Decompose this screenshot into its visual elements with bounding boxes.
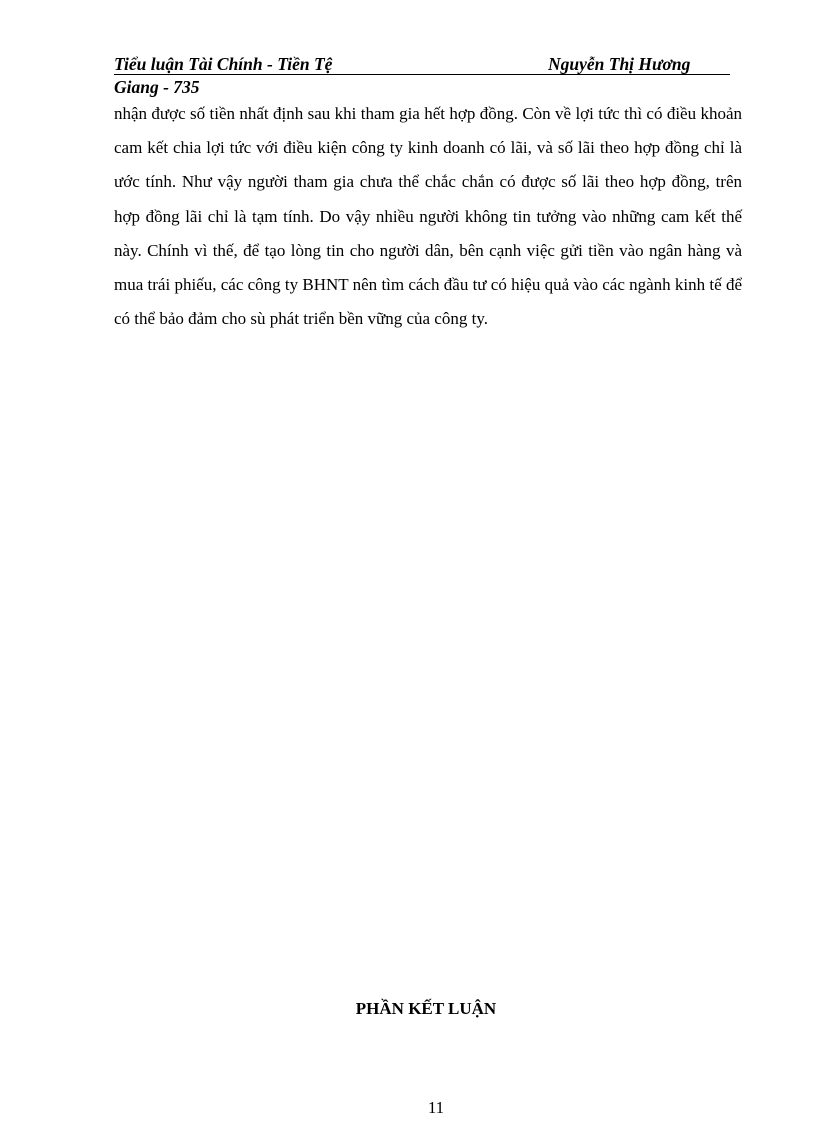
header-author-continuation: Giang - 735 [114, 77, 200, 97]
page-header [114, 54, 730, 75]
header-author: Nguyễn Thị Hương [548, 54, 691, 74]
page-number: 11 [427, 1098, 445, 1117]
body-paragraph: nhận được số tiền nhất định sau khi tham gia hết hợp đồng. Còn về lợi tức thì có điều khoản cam kết chia lợi tức với điều kiện công ty kinh doanh có lãi, và số lãi theo hợp đồng chỉ là ước tính. Như vậy người tham gia chưa thể chắc chắn có được số lãi theo hợp đồng, trên hợp đồng lãi chỉ là tạm tính. Do vậy nhiều người không tin tưởng vào những cam kết thế này. Chính vì thế, để tạo lòng tin cho người dân, bên cạnh việc gửi tiền vào ngân hàng và mua trái phiếu, các công ty BHNT nên tìm cách đầu tư có hiệu quả vào các ngành kinh tế để có thể bảo đảm cho sù phát triển bền vững của công ty. [114, 104, 742, 329]
section-heading: PHẦN KẾT LUẬN [355, 999, 497, 1018]
header-title: Tiểu luận Tài Chính - Tiền Tệ [114, 54, 333, 74]
